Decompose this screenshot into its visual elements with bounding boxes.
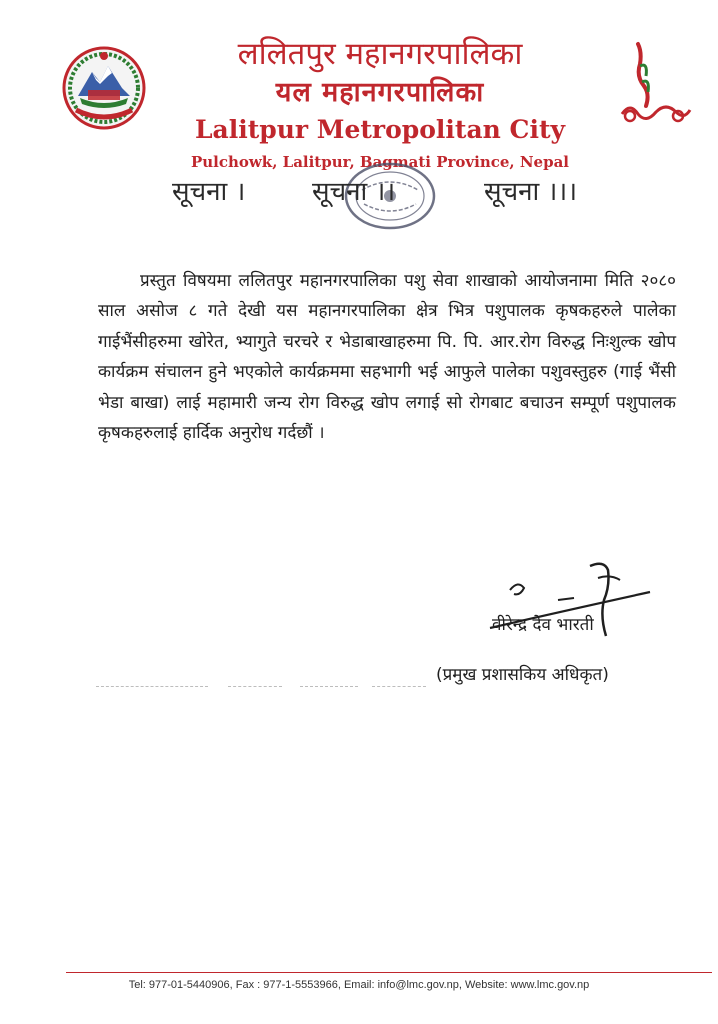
blank-line xyxy=(372,686,426,687)
footer-divider xyxy=(66,972,712,973)
notice-word-3: सूचना ।।। xyxy=(484,177,578,207)
blank-line xyxy=(228,686,282,687)
notice-word-1: सूचना । xyxy=(172,177,246,207)
signatory-title: (प्रमुख प्रशासकिय अधिकृत) xyxy=(436,665,609,685)
notice-word-2: सूचना ।। xyxy=(312,177,396,207)
notice-heading xyxy=(0,172,718,212)
nepal-emblem-icon xyxy=(58,42,150,134)
signatory-name: वीरेन्द्र देव भारती xyxy=(492,615,594,635)
office-title-english: Lalitpur Metropolitan City xyxy=(194,115,566,144)
office-title-nepali: ललितपुर महानगरपालिका xyxy=(237,36,523,72)
blank-line xyxy=(96,686,208,687)
lalitpur-metropolitan-logo-icon xyxy=(616,36,692,126)
office-address: Pulchowk, Lalitpur, Bagmati Province, Nepal xyxy=(190,153,570,171)
notice-body: प्रस्तुत विषयमा ललितपुर महानगरपालिका पशु सेवा शाखाको आयोजनामा मिति २०८० साल असोज ८ गते देखी यस महानगरपालिका क्षेत्र भित्र पशुपालक कृषकहरुले पालेका गाईभैंसीहरुमा खोरेत, भ्यागुते चरचरे र भेडाबाखाहरुमा पि. पि. आर.रोग विरुद्ध निःशुल्क खोप कार्यक्रम संचालन हुने भएकोले कार्यक्रममा सहभागी भई आफुले पालेका पशुवस्तुहरु (गाई भैंसी भेडा बाखा) लाई महामारी जन्य रोग विरुद्ध खोप लगाई सो रोगबाट बचाउन सम्पूर्ण पशुपालक कृषकहरुलाई हार्दिक अनुरोध गर्दछौं । xyxy=(98,271,676,444)
office-title-newar: यल महानगरपालिका xyxy=(275,77,485,108)
footer-contact: Tel: 977-01-5440906, Fax : 977-1-5553966, Email: info@lmc.gov.np, Website: www.lmc.gov.np xyxy=(128,979,590,991)
blank-line xyxy=(300,686,358,687)
